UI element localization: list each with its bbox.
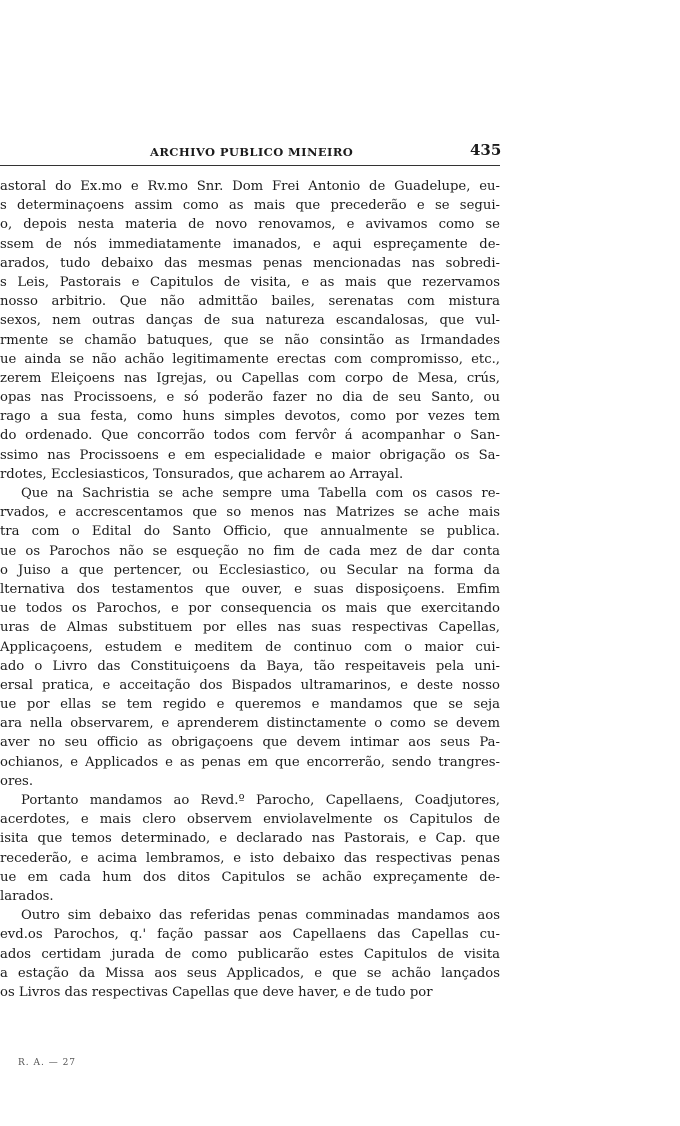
text-line: arados, tudo debaixo das mesmas penas mencionadas nas sobredi- (0, 255, 500, 271)
paragraph (0, 484, 500, 791)
text-line: nosso arbitrio. Que não admittão bailes, serenatas com mistura (0, 294, 500, 310)
text-line: tra com o Edital do Santo Officio, que annualmente se publica. (0, 524, 500, 540)
text-line: rdotes, Ecclesiasticos, Tonsurados, que acharem ao Arrayal. (0, 466, 404, 482)
text-line: uras de Almas substituem por elles nas suas respectivas Capellas, (0, 620, 500, 636)
text-line: ue os Parochos não se esqueção no fim de cada mez de dar conta (0, 543, 500, 559)
text-line: s Leis, Pastorais e Capitulos de visita, e as mais que rezervamos (0, 274, 500, 290)
text-line: ados certidam jurada de como publicarão estes Capitulos de visita (0, 946, 500, 962)
paragraph (0, 791, 500, 906)
footer-signature: R. A. — 27 (18, 1058, 77, 1068)
text-line: sexos, nem outras danças de sua natureza escandalosas, que vul- (0, 313, 500, 329)
text-line: o, depois nesta materia de novo renovamos, e avivamos como se (0, 217, 500, 233)
text-line: rago a sua festa, como huns simples devotos, como por vezes tem (0, 409, 500, 425)
text-line: acerdotes, e mais clero observem enviolavelmente os Capitulos de (0, 812, 500, 828)
text-line: lternativa dos testamentos que ouver, e suas disposiçoens. Emfim (0, 581, 500, 597)
text-line: zerem Eleiçoens nas Igrejas, ou Capellas com corpo de Mesa, crús, (0, 370, 500, 386)
text-line: astoral do Ex.mo e Rv.mo Snr. Dom Frei Antonio de Guadelupe, eu- (0, 179, 500, 194)
text-line: Que na Sachristia se ache sempre uma Tabella com os casos re- (21, 486, 500, 501)
text-line: Portanto mandamos ao Revd.º Parocho, Capellaens, Coadjutores, (21, 793, 500, 808)
text-line: larados. (0, 888, 54, 904)
text-line: do ordenado. Que concorrão todos com fervôr á acompanhar o San- (0, 428, 500, 444)
text-line: ssimo nas Procissoens e em especialidade e maior obrigação os Sa- (0, 447, 500, 463)
text-line: ue por ellas se tem regido e queremos e mandamos que se seja (0, 697, 500, 713)
text-line: Outro sim debaixo das referidas penas comminadas mandamos aos (21, 908, 500, 924)
text-line: opas nas Procissoens, e só poderão fazer no dia de seu Santo, ou (0, 390, 500, 406)
text-line: ssem de nós immediatamente imanados, e aqui espreçamente de- (0, 236, 500, 252)
paragraph (0, 177, 500, 484)
text-line: ores. (0, 773, 34, 789)
text-line: ersal pratica, e acceitação dos Bispados ultramarinos, e deste nosso (0, 677, 500, 693)
text-line: o Juiso a que pertencer, ou Ecclesiastico, ou Secular na forma da (0, 562, 500, 578)
header-title: ARCHIVO PUBLICO MINEIRO (150, 145, 354, 159)
body-text (0, 177, 500, 1002)
text-line: ue ainda se não achão legitimamente erectas com compromisso, etc., (0, 351, 500, 367)
text-line: recederão, e acima lembramos, e isto debaixo das respectivas penas (0, 850, 500, 866)
text-line: ochianos, e Applicados e as penas em que encorrerão, sendo trangres- (0, 754, 500, 770)
text-line: ue todos os Parochos, e por consequencia os mais que exercitando (0, 601, 500, 617)
text-line: aver no seu officio as obrigaçoens que devem intimar aos seus Pa- (0, 735, 500, 751)
text-line: Applicaçoens, estudem e meditem de continuo com o maior cui- (0, 639, 500, 655)
text-line: ado o Livro das Constituiçoens da Baya, tão respeitaveis pela uni- (0, 658, 500, 674)
running-header (0, 141, 500, 166)
text-line: a estação da Missa aos seus Applicados, e que se achão lançados (0, 965, 500, 981)
text-line: s determinaçoens assim como as mais que precederão e se segui- (0, 198, 500, 214)
page-number: 435 (470, 141, 502, 159)
text-line: ue em cada hum dos ditos Capitulos se achão expreçamente de- (0, 869, 500, 885)
text-line: rmente se chamão batuques, que se não consintão as Irmandades (0, 332, 500, 348)
text-line: evd.os Parochos, q.' fação passar aos Capellaens das Capellas cu- (0, 927, 500, 943)
text-line: rvados, e accrescentamos que so menos nas Matrizes se ache mais (0, 505, 500, 521)
text-line: isita que temos determinado, e declarado nas Pastorais, e Cap. que (0, 831, 500, 847)
paragraph (0, 906, 500, 1002)
text-line: os Livros das respectivas Capellas que deve haver, e de tudo por (0, 984, 433, 1000)
text-line: ara nella observarem, e aprenderem distinctamente o como se devem (0, 716, 500, 732)
